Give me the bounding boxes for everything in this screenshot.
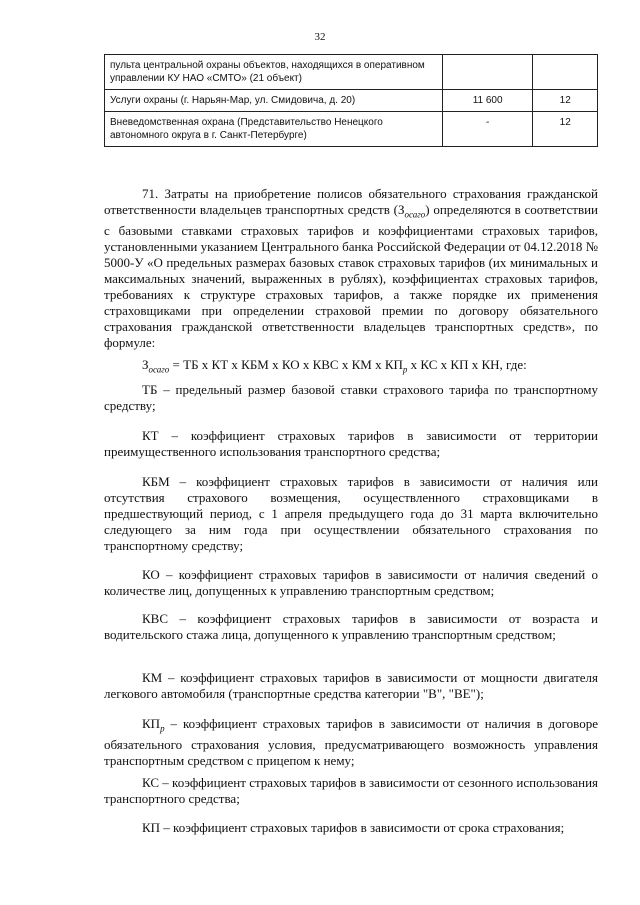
cost-table (104, 54, 598, 147)
definition-text: КП – коэффициент страховых тарифов в зависимости от срока страхования; (142, 820, 565, 835)
definition-text: КС – коэффициент страховых тарифов в зависимости от сезонного использования транспортного средства; (104, 775, 598, 806)
page-number: 32 (314, 31, 326, 43)
table-cell-price: - (442, 112, 533, 147)
definition-kp (104, 820, 598, 836)
table-cell-qty (533, 55, 598, 90)
definition-tb (104, 382, 598, 414)
kpr-text-a: КП (142, 716, 161, 731)
kpr-subscript: р (160, 723, 165, 734)
definition-text: КБМ – коэффициент страховых тарифов в зависимости от наличия или отсутствия страхового возмещения, осуществленного страховщиками в предшествующий период, с 1 апреля предыдущего года до 31 марта включительно следующего за ним года при осуществлении обязательного страхования по транспортному средству; (104, 474, 598, 553)
definition-ks (104, 775, 598, 807)
formula (104, 357, 598, 378)
definition-text: ТБ – предельный размер базовой ставки страхового тарифа по транспортному средству; (104, 382, 598, 413)
paragraph-71 (104, 186, 598, 351)
definition-ko (104, 567, 598, 599)
definition-text: КВС – коэффициент страховых тарифов в зависимости от возраста и водительского стажа лица, допущенного к управлению транспортным средством; (104, 611, 598, 642)
table-cell-name: Вневедомственная охрана (Представительство Ненецкого автономного округа в г. Санкт-Петербурге) (105, 112, 443, 147)
table-row (105, 112, 598, 147)
p71-text-b: ) определяются в соответствии с базовыми ставками страховых тарифов и коэффициентами страховых тарифов, установленными указанием Центрального банка Российской Федерации от 04.12.2018 № 5000-У «О предельных размерах базовых ставок страховых тарифов (их минимальных и максимальных значений, выраженных в рублях), коэффициентах страховых тарифов, требованиях к структуре страховых тарифов, а также порядке их применения страховщиками при определении страховой премии по договору обязательного страхования гражданской ответственности владельцев транспортных средств», по формуле: (104, 202, 598, 350)
definition-kvs (104, 611, 598, 643)
definition-text: КТ – коэффициент страховых тарифов в зависимости от территории преимущественного использования транспортного средства; (104, 428, 598, 459)
table-cell-qty: 12 (533, 90, 598, 112)
kpr-text-b: – коэффициент страховых тарифов в зависимости от наличия в договоре обязательного страхования условия, предусматривающего возможность управления транспортным средством с прицепом к нему; (104, 716, 598, 768)
formula-z: З (142, 357, 149, 372)
table-cell-name: пульта центральной охраны объектов, находящихся в оперативном управлении КУ НАО «СМТО» (21 объект) (105, 55, 443, 90)
formula-p-subscript: р (402, 364, 408, 375)
formula-text-b: х КС х КП х КН, где: (407, 357, 527, 372)
table-cell-name: Услуги охраны (г. Нарьян-Мар, ул. Смидовича, д. 20) (105, 90, 443, 112)
p71-subscript: осаго (404, 209, 426, 220)
formula-z-subscript: осаго (148, 364, 170, 375)
table-row (105, 55, 598, 90)
definition-text: КО – коэффициент страховых тарифов в зависимости от наличия сведений о количестве лиц, допущенных к управлению транспортным средством; (104, 567, 598, 598)
table-cell-qty: 12 (533, 112, 598, 147)
table-cell-price: 11 600 (442, 90, 533, 112)
definition-km (104, 670, 598, 702)
formula-text-a: = ТБ х КТ х КБМ х КО х КВС х КМ х КП (169, 357, 403, 372)
definition-kt (104, 428, 598, 460)
definition-text: КМ – коэффициент страховых тарифов в зависимости от мощности двигателя легкового автомобиля (транспортные средства категории "В", "ВЕ"); (104, 670, 598, 701)
table-row (105, 90, 598, 112)
definition-kbm (104, 474, 598, 554)
table-cell-price (442, 55, 533, 90)
p71-text-a: 71. Затраты на приобретение полисов обязательного страхования гражданской ответственности владельцев транспортных средств (З (104, 186, 598, 217)
definition-kpr (104, 716, 598, 769)
